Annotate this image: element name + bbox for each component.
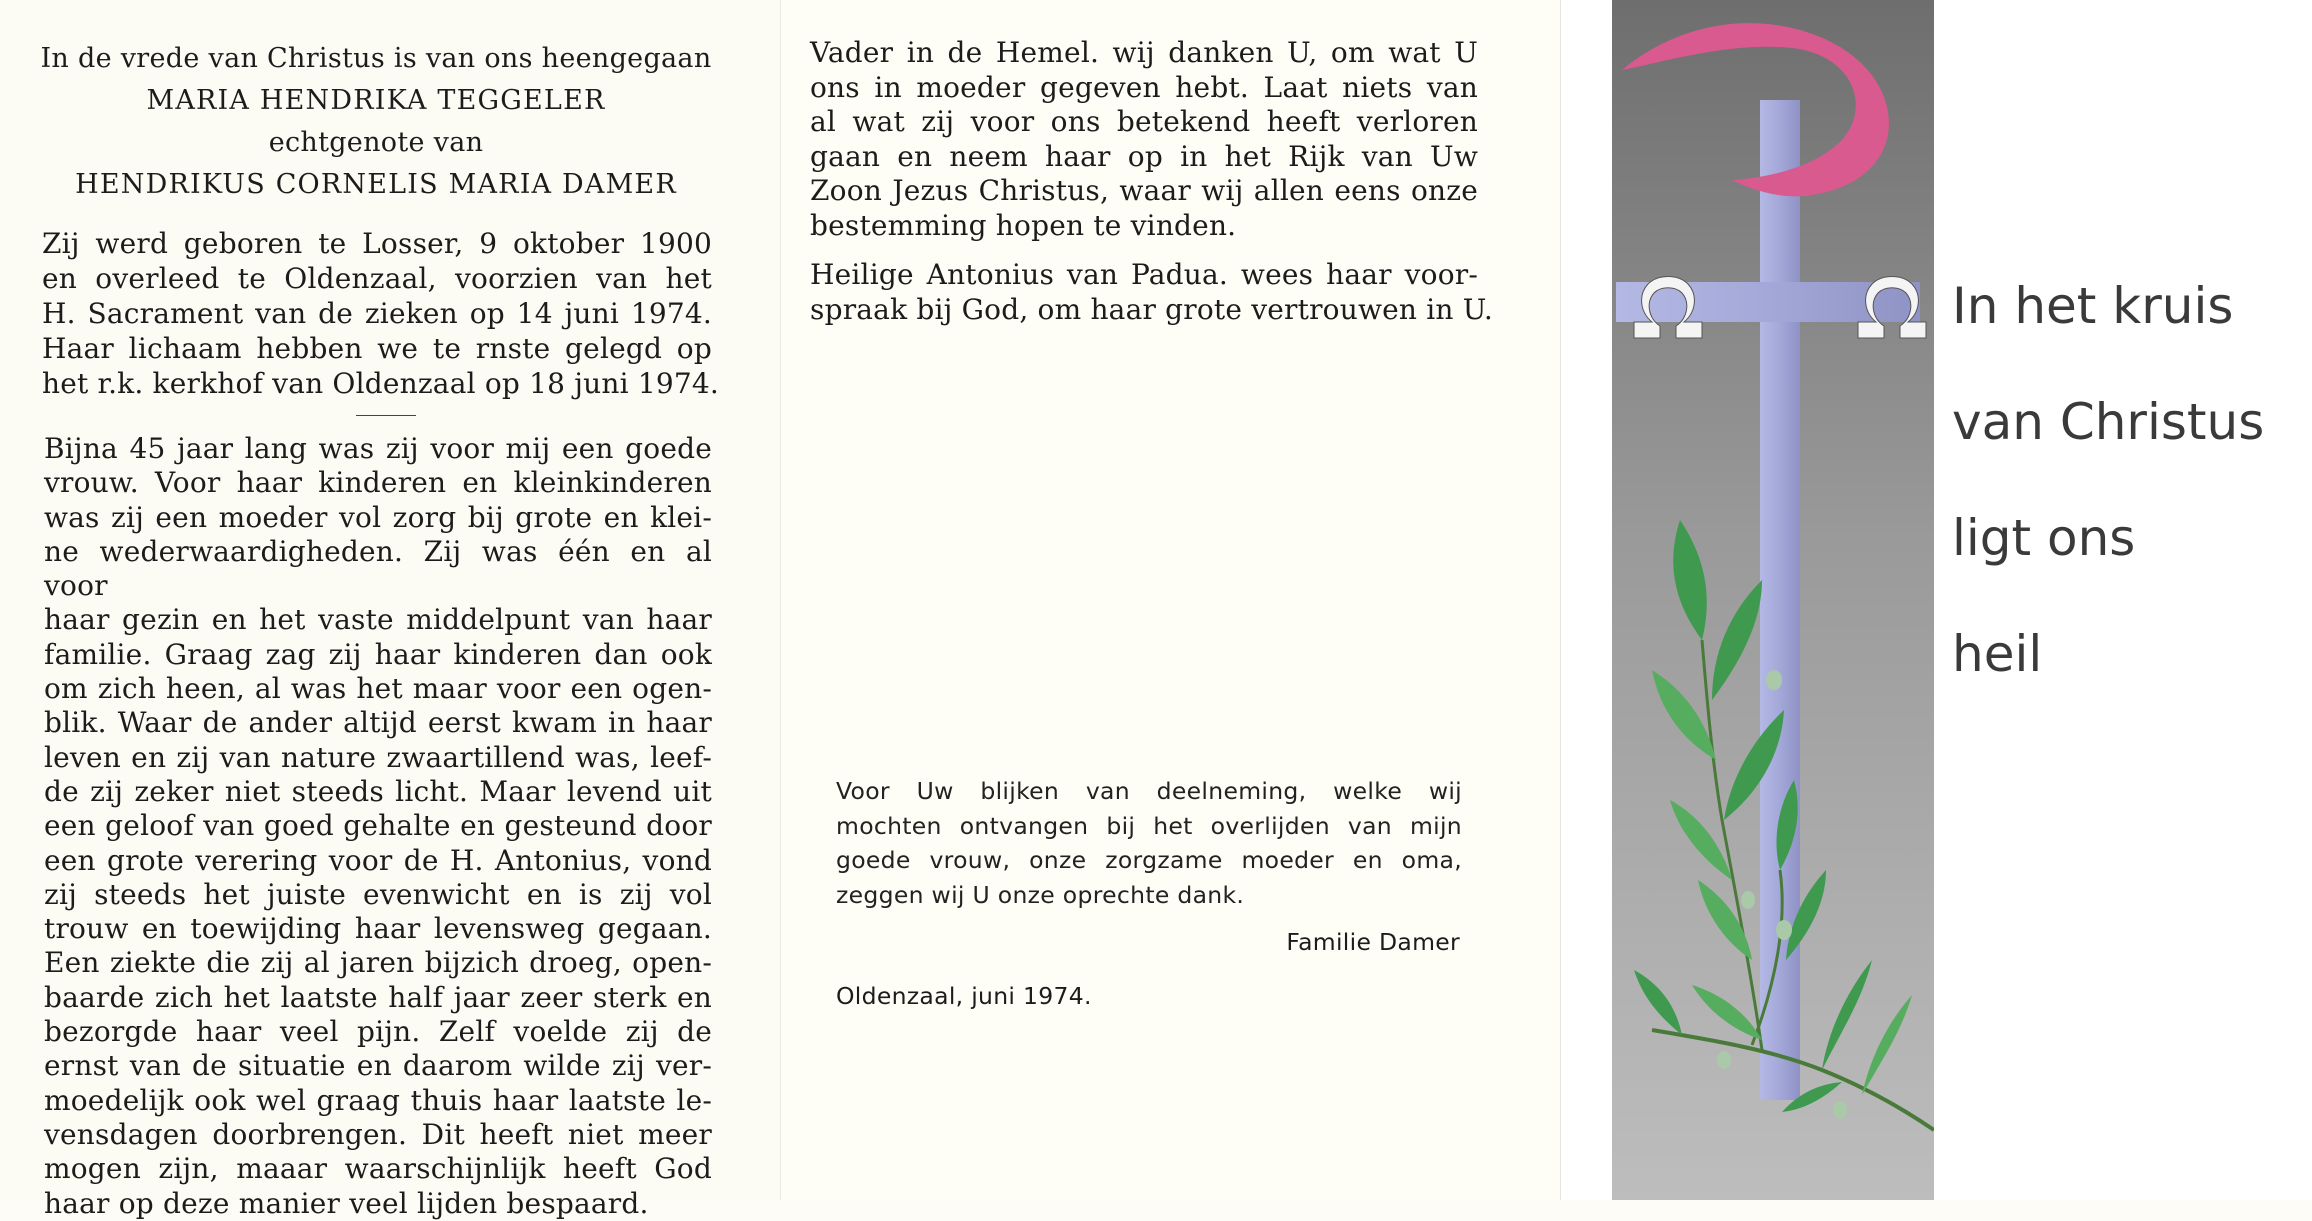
tribute-line: moedelijk ook wel graag thuis haar laatste le- [44,1083,712,1117]
tribute-line: blik. Waar de ander altijd eerst kwam in haar [44,706,712,740]
biography-line: het r.k. kerkhof van Oldenzaal op 18 juni 1974. [42,367,720,400]
relation-text: echtgenote van [268,127,484,158]
tribute-line: bezorgde haar veel pijn. Zelf voelde zij de [44,1015,712,1049]
obituary-header [38,38,714,206]
tribute-line: was zij een moeder vol zorg bij grote en klei- [44,500,712,534]
tribute-line: Bijna 45 jaar lang was zij voor mij een goede [44,432,712,465]
tribute-line: haar op deze manier veel lijden bespaard. [44,1186,649,1220]
prayer-line: al wat zij voor ons betekend heeft verloren [810,105,1478,138]
prayer-line: ons in moeder gegeven hebt. Laat niets van [810,70,1478,104]
tribute-line: vrouw. Voor haar kinderen en kleinkinderen [44,466,712,500]
biography-line: H. Sacrament van de zieken op 14 juni 1974. [42,297,712,330]
thanks-line: Voor Uw blijken van deelneming, welke wij [836,777,1462,805]
prayer-line: gaan en neem haar op in het Rijk van Uw [810,139,1478,173]
motto-line: van Christus [1952,393,2265,451]
tribute-paragraph [44,432,712,1221]
tribute-line: trouw en toewijding haar levensweg gegaan. [44,912,712,946]
tribute-line: ne wederwaardigheden. Zij was één en al voor [44,534,712,603]
tribute-line: de zij zeker niet steeds licht. Maar levend uit [44,774,712,808]
biography-line: Haar lichaam hebben we te rnste gelegd op [42,332,712,365]
tribute-line: baarde zich het laatste half jaar zeer sterk en [44,980,712,1014]
tribute-line: een geloof van goed gehalte en gesteund door [44,809,712,843]
tribute-line: zij steeds het juiste evenwicht en is zij vol [44,877,712,911]
prayer-paragraph [810,36,1478,243]
antonius-line: spraak bij God, om haar grote vertrouwen in U. [810,292,1494,326]
tribute-line: mogen zijn, maaar waarschijnlijk heeft God [44,1152,712,1186]
tribute-line: vensdagen doorbrengen. Dit heeft niet meer [44,1117,712,1151]
thanks-paragraph [836,774,1462,912]
tribute-line: haar gezin en het vaste middelpunt van haar [44,603,712,637]
thanks-line: zeggen wij U onze oprechte dank. [836,880,1245,909]
tribute-line: ernst van de situatie en daarom wilde zij ver- [44,1049,712,1083]
motto-line: In het kruis [1952,277,2234,335]
divider [356,415,416,416]
signature: Familie Damer [1286,928,1460,956]
tribute-line: leven en zij van nature zwaartillend was, leef- [44,740,712,774]
place-date: Oldenzaal, juni 1974. [836,982,1092,1010]
tribute-line: familie. Graag zag zij haar kinderen dan ook [44,637,712,671]
biography-paragraph [42,226,720,401]
antonius-prayer [810,258,1494,327]
header-intro: In de vrede van Christus is van ons heengegaan [40,43,712,74]
antonius-line: Heilige Antonius van Padua. wees haar voor- [810,258,1478,291]
motto-line: ligt ons [1952,509,2136,567]
biography-line: en overleed te Oldenzaal, voorzien van het [42,262,712,295]
tribute-line: een grote verering voor de H. Antonius, vond [44,843,712,877]
cross-artwork [1612,0,1934,1200]
deceased-name: MARIA HENDRIKA TEGGELER [146,85,606,116]
prayer-line: Vader in de Hemel. wij danken U, om wat U [810,36,1478,69]
tribute-line: Een ziekte die zij al jaren bijzich droeg, open- [44,946,712,980]
thanks-line: goede vrouw, onze zorgzame moeder en oma, [836,846,1462,874]
tribute-line: om zich heen, al was het maar voor een ogen- [44,672,712,706]
thanks-line: mochten ontvangen bij het overlijden van mijn [836,811,1462,840]
biography-line: Zij werd geboren te Losser, 9 oktober 1900 [42,227,712,260]
spouse-name: HENDRIKUS CORNELIS MARIA DAMER [75,169,677,200]
prayer-line: bestemming hopen te vinden. [810,208,1237,242]
motto [1952,248,2302,712]
prayer-line: Zoon Jezus Christus, waar wij allen eens onze [810,174,1478,207]
motto-line: heil [1952,625,2043,683]
